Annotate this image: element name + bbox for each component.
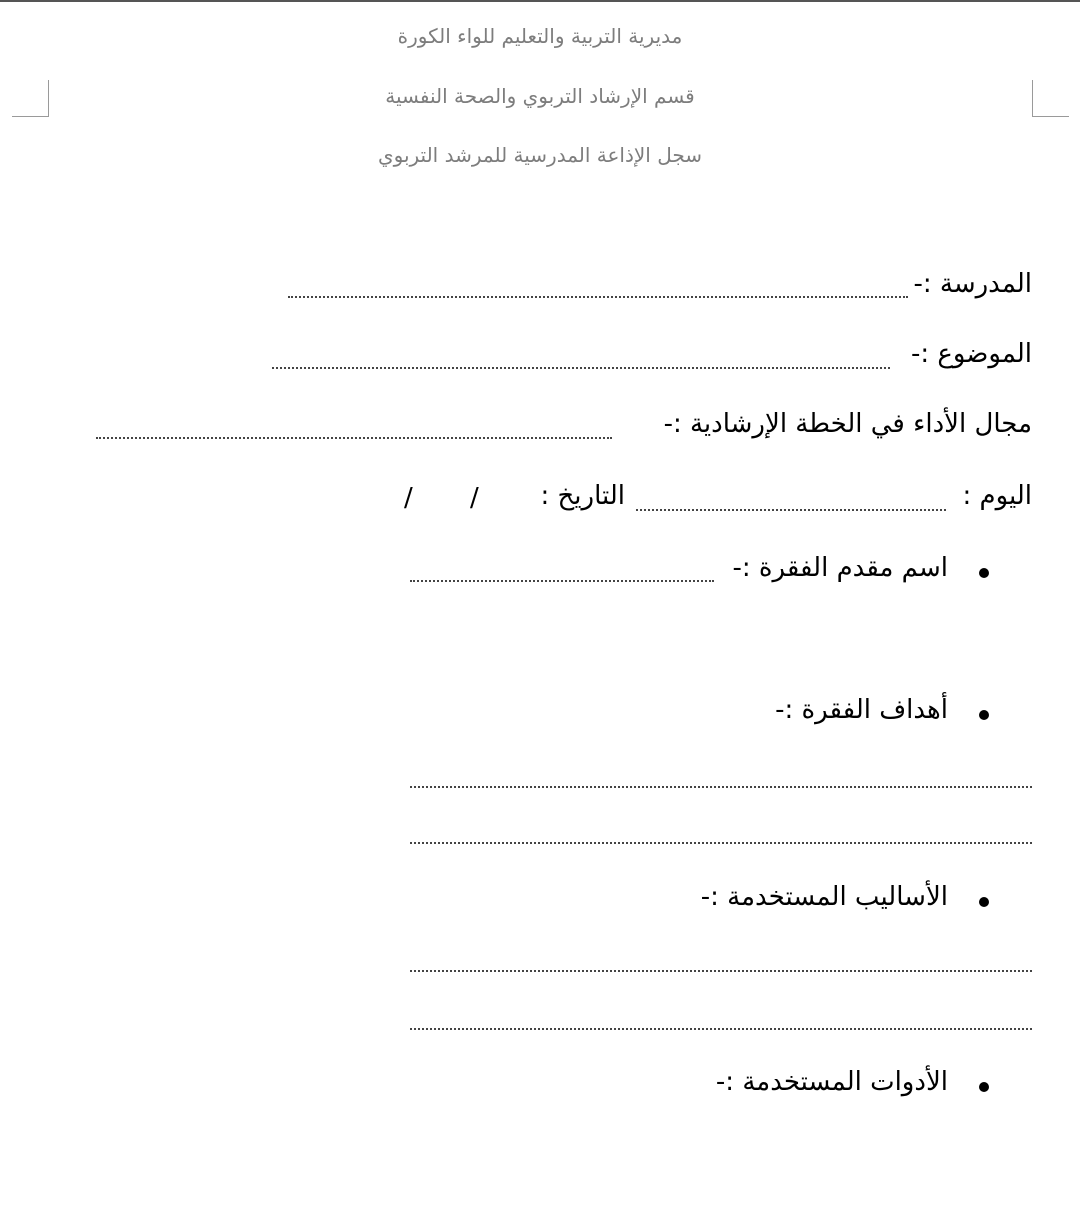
goals-dotted-line-2[interactable] [410, 842, 1032, 844]
crop-mark-right [1032, 80, 1069, 117]
day-dotted-line[interactable] [636, 509, 946, 511]
bullet-tools [979, 1082, 989, 1092]
header-directorate: مديرية التربية والتعليم للواء الكورة [397, 24, 683, 48]
header-record-title: سجل الإذاعة المدرسية للمرشد التربوي [377, 143, 703, 167]
school-field [913, 266, 1032, 302]
methods-field [701, 879, 948, 915]
school-label: المدرسة :- [913, 269, 1032, 299]
date-label: التاريخ : [540, 481, 625, 511]
tools-field [716, 1064, 948, 1100]
domain-label: مجال الأداء في الخطة الإرشادية :- [663, 409, 1032, 439]
methods-dotted-line-2[interactable] [410, 1028, 1032, 1030]
day-label: اليوم : [962, 481, 1032, 511]
presenter-dotted-line[interactable] [410, 580, 714, 582]
day-field [962, 478, 1032, 514]
crop-mark-left [12, 80, 49, 117]
date-slash-1: / [470, 483, 479, 513]
goals-dotted-line-1[interactable] [410, 786, 1032, 788]
presenter-field [733, 550, 949, 586]
date-field [540, 478, 625, 514]
methods-dotted-line-1[interactable] [410, 970, 1032, 972]
goals-label: أهداف الفقرة :- [775, 695, 948, 725]
subject-label: الموضوع :- [910, 339, 1032, 369]
domain-dotted-line[interactable] [96, 437, 612, 439]
date-slash-2: / [404, 483, 413, 513]
school-dotted-line[interactable] [288, 296, 908, 298]
goals-field [775, 692, 948, 728]
bullet-methods [979, 897, 989, 907]
subject-field [911, 336, 1032, 372]
header-department: قسم الإرشاد التربوي والصحة النفسية [385, 84, 695, 108]
top-border [0, 0, 1080, 2]
bullet-presenter [979, 568, 989, 578]
domain-field [664, 406, 1032, 442]
methods-label: الأساليب المستخدمة :- [700, 882, 948, 912]
tools-label: الأدوات المستخدمة :- [715, 1067, 948, 1097]
subject-dotted-line[interactable] [272, 367, 890, 369]
bullet-goals [979, 710, 989, 720]
presenter-label: اسم مقدم الفقرة :- [732, 553, 948, 583]
